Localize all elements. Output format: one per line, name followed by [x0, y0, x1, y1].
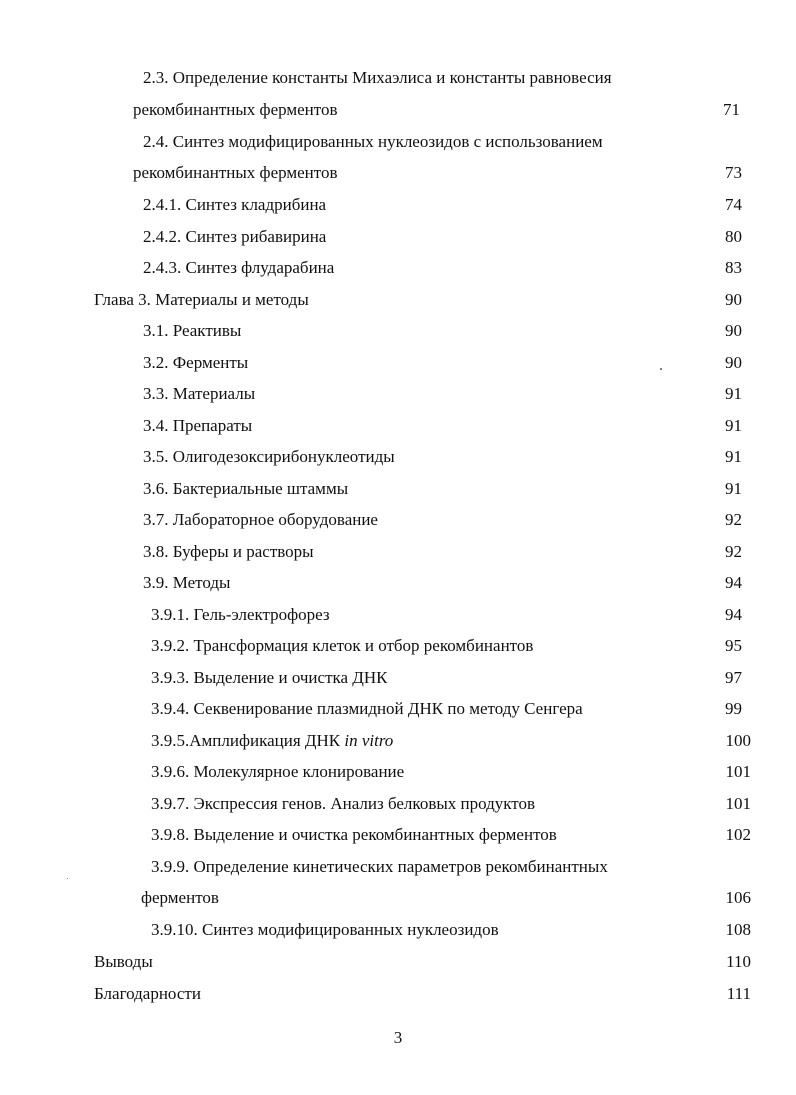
- toc-entry-page: 90: [725, 353, 742, 372]
- toc-entry-page: 83: [725, 258, 742, 277]
- toc-entry-title: 3.9.8. Выделение и очистка рекомбинантных ферментов: [151, 825, 557, 844]
- toc-entry-title: 3.9.6. Молекулярное клонирование: [151, 762, 405, 781]
- toc-entry-title: 2.4. Синтез модифицированных нуклеозидов с использованием: [143, 132, 603, 151]
- toc-entry-page: 92: [725, 542, 742, 561]
- toc-entry-title: 3.6. Бактериальные штаммы: [143, 479, 349, 498]
- toc-entry-title-continued: рекомбинантных ферментов: [133, 163, 338, 182]
- toc-entry-title-continued: ферментов: [141, 888, 219, 907]
- toc-entry-title: 3.1. Реактивы: [143, 321, 242, 340]
- toc-entry-title: Выводы: [94, 952, 153, 971]
- toc-entry-page: 101: [725, 794, 751, 813]
- toc-entry-page: 91: [725, 416, 742, 435]
- toc-entry-title: 3.9.1. Гель-электрофорез: [151, 605, 330, 624]
- toc-entry-title: Глава 3. Материалы и методы: [94, 290, 309, 309]
- toc-entry-page: 110: [726, 952, 751, 971]
- toc-entry-page: 80: [725, 227, 742, 246]
- page-number: 3: [393, 1028, 403, 1047]
- toc-entry-page: 101: [725, 762, 751, 781]
- toc-entry-page: 74: [725, 195, 742, 214]
- toc-entry-page: 91: [725, 479, 742, 498]
- toc-entry-page: 106: [725, 888, 751, 907]
- toc-entry-page: 92: [725, 510, 742, 529]
- toc-entry-page: 102: [725, 825, 751, 844]
- toc-entry-page: 97: [725, 668, 742, 687]
- toc-entry-title: 3.9.2. Трансформация клеток и отбор рекомбинантов: [151, 636, 534, 655]
- toc-entry-page: 100: [725, 731, 751, 750]
- toc-entry-page: 95: [725, 636, 742, 655]
- toc-entry-page: 108: [725, 920, 751, 939]
- toc-entry-title: 3.9.4. Секвенирование плазмидной ДНК по методу Сенгера: [151, 699, 583, 718]
- toc-entry-title: 3.4. Препараты: [143, 416, 253, 435]
- scan-speck: [67, 878, 68, 879]
- toc-entry-title: [151, 731, 393, 751]
- toc-entry-page: 99: [725, 699, 742, 718]
- toc-entry-title: 2.3. Определение константы Михаэлиса и константы равновесия: [143, 68, 612, 87]
- toc-entry-title: 3.9.7. Экспрессия генов. Анализ белковых продуктов: [151, 794, 536, 813]
- toc-entry-title-continued: рекомбинантных ферментов: [133, 100, 338, 119]
- toc-entry-title: 2.4.2. Синтез рибавирина: [143, 227, 327, 246]
- toc-entry-page: 90: [725, 290, 742, 309]
- toc-entry-page: 111: [726, 984, 751, 1003]
- toc-entry-page: 91: [725, 447, 742, 466]
- toc-entry-title: 3.9. Методы: [143, 573, 231, 592]
- toc-entry-title: 3.5. Олигодезоксирибонуклеотиды: [143, 447, 395, 466]
- toc-entry-title: 3.2. Ферменты: [143, 353, 249, 372]
- toc-entry-title: Благодарности: [94, 984, 201, 1003]
- toc-entry-title-text: 3.9.5.Амплификация ДНК: [151, 731, 341, 750]
- toc-entry-page: 90: [725, 321, 742, 340]
- toc-entry-title-italic: in vitro: [344, 731, 394, 750]
- toc-entry-page: 94: [725, 605, 742, 624]
- toc-entry-title: 3.9.3. Выделение и очистка ДНК: [151, 668, 388, 687]
- toc-entry-title: 3.9.10. Синтез модифицированных нуклеозидов: [151, 920, 499, 939]
- toc-entry-title: 2.4.1. Синтез кладрибина: [143, 195, 327, 214]
- toc-entry-title: 3.7. Лабораторное оборудование: [143, 510, 378, 529]
- toc-entry-page: 73: [725, 163, 742, 182]
- scan-speck: [660, 368, 662, 370]
- toc-entry-page: 71: [723, 100, 740, 119]
- toc-entry-title: 3.9.9. Определение кинетических параметров рекомбинантных: [151, 857, 608, 876]
- toc-entry-page: 91: [725, 384, 742, 403]
- toc-entry-title: 3.8. Буферы и растворы: [143, 542, 314, 561]
- toc-entry-title: 2.4.3. Синтез флударабина: [143, 258, 335, 277]
- toc-entry-title: 3.3. Материалы: [143, 384, 256, 403]
- toc-entry-page: 94: [725, 573, 742, 592]
